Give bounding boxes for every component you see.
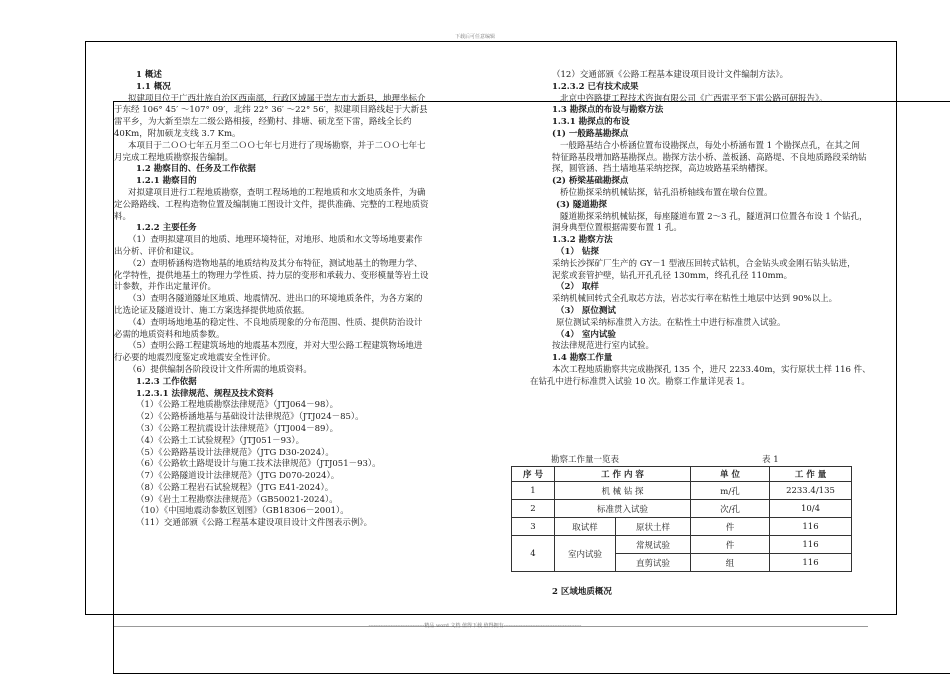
cell-group: 取试样 bbox=[555, 518, 616, 536]
text-line: 1.3.2 勘察方法 bbox=[552, 235, 613, 246]
cell-unit: 件 bbox=[691, 536, 770, 554]
table-row bbox=[512, 536, 852, 554]
cell-qty: 2233.4/135 bbox=[770, 482, 852, 500]
text-line: 必需的地质资料和地质参数。 bbox=[114, 329, 225, 340]
text-line: 出分析、评价和建议。 bbox=[114, 246, 200, 257]
text-line: 1.2.1 勘察目的 bbox=[136, 176, 197, 187]
col-header: 工 作 量 bbox=[770, 467, 852, 482]
text-line: （1）《公路工程地质勘察法律规范》（JTJ064－98）。 bbox=[136, 400, 339, 411]
text-line: 采纳长沙探矿厂生产的 GY－1 型液压回转式钻机，合金钻头或金刚石钻头钻进， bbox=[552, 258, 856, 269]
text-line: （4） 室内试验 bbox=[556, 329, 616, 340]
cell-qty: 116 bbox=[770, 536, 852, 554]
text-line: 北京中咨路捷工程技术咨询有限公司《广西雷平至下雷公路可研报告》。 bbox=[560, 93, 828, 104]
cell-content: 直剪试验 bbox=[616, 554, 691, 572]
text-line: （1）查明拟建项目的地质、地理环境特征，对地形、地质和水文等场地要素作 bbox=[128, 235, 423, 246]
text-line: （6）《公路软土路堤设计与施工技术法律规范》（JTJ051－93）。 bbox=[136, 459, 381, 470]
text-line: （2）查明桥涵构造物地基的地质结构及其分布特征，测试地基土的物理力学、 bbox=[128, 258, 423, 269]
text-line: (2) 桥梁基础勘探点 bbox=[552, 176, 629, 187]
text-line: 月完成工程地质勘察报告编制。 bbox=[114, 152, 234, 163]
text-line: （3） 原位测试 bbox=[556, 305, 616, 316]
text-line: （4）查明场地地基的稳定性、不良地质现象的分布范围、性质、提供防治设计 bbox=[128, 317, 423, 328]
col-header: 工 作 内 容 bbox=[555, 467, 691, 482]
table-number: 表 1 bbox=[762, 455, 779, 465]
text-line: 1.2.3.2 已有技术成果 bbox=[552, 81, 639, 92]
table-title: 勘察工作量一览表 bbox=[551, 455, 620, 465]
text-line: （2）《公路桥涵地基与基础设计法律规范》（JTJ024－85）。 bbox=[136, 412, 364, 423]
text-line: （1） 钻探 bbox=[556, 246, 599, 257]
cell-group: 室内试验 bbox=[555, 536, 616, 572]
text-line: 探，圆管涵、挡土墙地基采纳挖探，高边坡路基采纳槽探。 bbox=[552, 164, 774, 175]
cell-content: 机 械 钻 探 bbox=[555, 482, 691, 500]
text-line: 1.3.1 勘探点的布设 bbox=[552, 117, 630, 128]
text-line: 本项目于二ＯＯ七年五月至二ＯＯ七年七月进行了现场勘察，并于二ＯＯ七年七 bbox=[128, 140, 426, 151]
text-line: 原位测试采纳标准贯入方法。在粘性土中进行标准贯入试验。 bbox=[556, 317, 786, 328]
text-line: 1.3 勘探点的布设与勘察方法 bbox=[552, 105, 664, 116]
cell-no: 1 bbox=[512, 482, 555, 500]
cell-no: 3 bbox=[512, 518, 555, 536]
text-line: （2） 取样 bbox=[556, 282, 599, 293]
cell-unit: m/孔 bbox=[691, 482, 770, 500]
text-line: （3）查明各隧道隧址区地质、地震情况、进出口的环境地质条件，为各方案的 bbox=[128, 294, 423, 305]
table-row bbox=[512, 482, 852, 500]
header-note: 下载后可任意编辑 bbox=[454, 34, 495, 40]
text-line: 本次工程地质勘察共完成勘探孔 135 个，进尺 2233.40m，实行原状土样 116 件、 bbox=[552, 364, 871, 375]
text-line: 桥位勘探采纳机械钻探，钻孔沿桥轴线布置在墩台位置。 bbox=[560, 187, 773, 198]
cell-no: 4 bbox=[512, 536, 555, 572]
text-line: （11）交通部颁《公路工程基本建设项目设计文件图表示例》。 bbox=[136, 518, 373, 529]
text-line: （3）《公路工程抗震设计法律规范》（JTJ004－89）。 bbox=[136, 423, 339, 434]
footer-text: ---------------------------------精品 word 文档 值得下载 值得拥有---------------------------------------------- bbox=[368, 623, 582, 629]
text-line: 对拟建项目进行工程地质勘察，查明工程场地的工程地质和水文地质条件，为确 bbox=[128, 187, 426, 198]
cell-qty: 116 bbox=[770, 554, 852, 572]
text-line: 比选论证及隧道设计、施工方案选择提供地质依据。 bbox=[114, 305, 310, 316]
text-line: 洞身典型位置根据需要布置 1 孔。 bbox=[552, 223, 682, 234]
cell-content: 常规试验 bbox=[616, 536, 691, 554]
text-line: 料。 bbox=[114, 211, 132, 222]
text-line: 雷平乡，为大新至崇左二级公路相接，经勤村、排塘、硕龙至下雷，路线全长约 bbox=[114, 117, 412, 128]
text-line: 在钻孔中进行标准贯入试验 10 次。勘察工作量详见表 1。 bbox=[530, 376, 750, 387]
table-header-row bbox=[512, 467, 852, 482]
cell-content: 原状土样 bbox=[616, 518, 691, 536]
cell-no: 2 bbox=[512, 500, 555, 518]
section-heading: 2 区域地质概况 bbox=[552, 587, 612, 597]
text-line: （7）《公路隧道设计法律规范》（JTG D070-2024）。 bbox=[136, 471, 340, 482]
cell-content: 标准贯入试验 bbox=[555, 500, 691, 518]
cell-qty: 10/4 bbox=[770, 500, 852, 518]
table-caption bbox=[551, 453, 779, 465]
text-line: （12）交通部颁《公路工程基本建设项目设计文件编制方法》。 bbox=[552, 70, 789, 80]
left-column bbox=[114, 70, 514, 530]
text-line: （5）《公路路基设计法律规范》（JTG D30-2024）。 bbox=[136, 447, 334, 458]
cell-unit: 组 bbox=[691, 554, 770, 572]
text-line: 40Km，附加硕龙支线 3.7 Km。 bbox=[114, 128, 241, 139]
text-line: 行必要的地震烈度鉴定或地震安全性评价。 bbox=[114, 353, 276, 364]
text-line: (1) 一般路基勘探点 bbox=[552, 128, 629, 139]
text-line: （10）《中国地震动参数区划图》（GB18306－2001）。 bbox=[136, 506, 349, 517]
text-line: 于东经 106° 45′ ～107° 09′，北纬 22° 36′ ～22° 56′，拟建项目路线起于大新县 bbox=[114, 105, 428, 116]
text-line: （6）提供编制各阶段设计文件所需的地质资料。 bbox=[128, 364, 312, 375]
text-line: 1.2 勘察目的、任务及工作依据 bbox=[136, 164, 256, 175]
after-table-heading bbox=[530, 587, 830, 599]
text-line: 1.4 勘察工作量 bbox=[552, 353, 613, 364]
text-line: 化学特性，提供地基土的物理力学性质、持力层的变形和承载力、变形模量等岩土设 bbox=[114, 270, 429, 281]
table-row bbox=[512, 500, 852, 518]
text-line: (3) 隧道勘探 bbox=[556, 199, 607, 210]
text-line: 泥浆或套管护壁，钻孔开孔孔径 130mm，终孔孔径 110mm。 bbox=[552, 270, 793, 281]
text-line: 1 概述 bbox=[136, 70, 162, 80]
text-line: 按法律规范进行室内试验。 bbox=[552, 341, 655, 352]
col-header: 序 号 bbox=[512, 467, 555, 482]
text-line: 1.2.2 主要任务 bbox=[136, 223, 197, 234]
text-line: 计参数，并作出定量评价。 bbox=[114, 282, 217, 293]
cell-unit: 次/孔 bbox=[691, 500, 770, 518]
text-line: 特征路基段增加路基勘探点。勘探方法小桥、盖板涵、高路堤、不良地质路段采纳钻 bbox=[552, 152, 867, 163]
cell-unit: 件 bbox=[691, 518, 770, 536]
workload-table bbox=[511, 466, 852, 572]
text-line: 隧道勘探采纳机械钻探，每座隧道布置 2～3 孔，隧道洞口位置各布设 1 个钻孔， bbox=[560, 211, 868, 222]
text-line: （5）查明公路工程建筑场地的地震基本烈度，并对大型公路工程建筑物场地进 bbox=[128, 341, 423, 352]
text-line: （8）《公路工程岩石试验规程》（JTG E41-2024）。 bbox=[136, 482, 334, 493]
col-header: 单 位 bbox=[691, 467, 770, 482]
right-column bbox=[530, 70, 910, 389]
table-row bbox=[512, 518, 852, 536]
text-line: （4）《公路土工试验规程》（JTJ051－93）。 bbox=[136, 435, 305, 446]
text-line: 采纳机械回转式全孔取芯方法，岩芯实行率在粘性土地层中达到 90%以上。 bbox=[552, 294, 838, 305]
text-line: 1.2.3.1 法律规范、规程及技术资料 bbox=[136, 388, 274, 399]
text-line: 一般路基结合小桥涵位置布设勘探点，每处小桥涵布置 1 个勘探点孔，在其之间 bbox=[560, 140, 860, 151]
text-line: 拟建项目位于广西壮族自治区西南部，行政区域属于崇左市大新县，地理坐标介 bbox=[128, 93, 426, 104]
cell-qty: 116 bbox=[770, 518, 852, 536]
text-line: （9）《岩土工程勘察法律规范》（GB50021-2024）。 bbox=[136, 494, 338, 505]
text-line: 定公路路线、工程构造物位置及编制施工图设计文件，提供准确、完整的工程地质资 bbox=[114, 199, 429, 210]
text-line: 1.2.3 工作依据 bbox=[136, 376, 197, 387]
text-line: 1.1 概况 bbox=[136, 81, 171, 92]
